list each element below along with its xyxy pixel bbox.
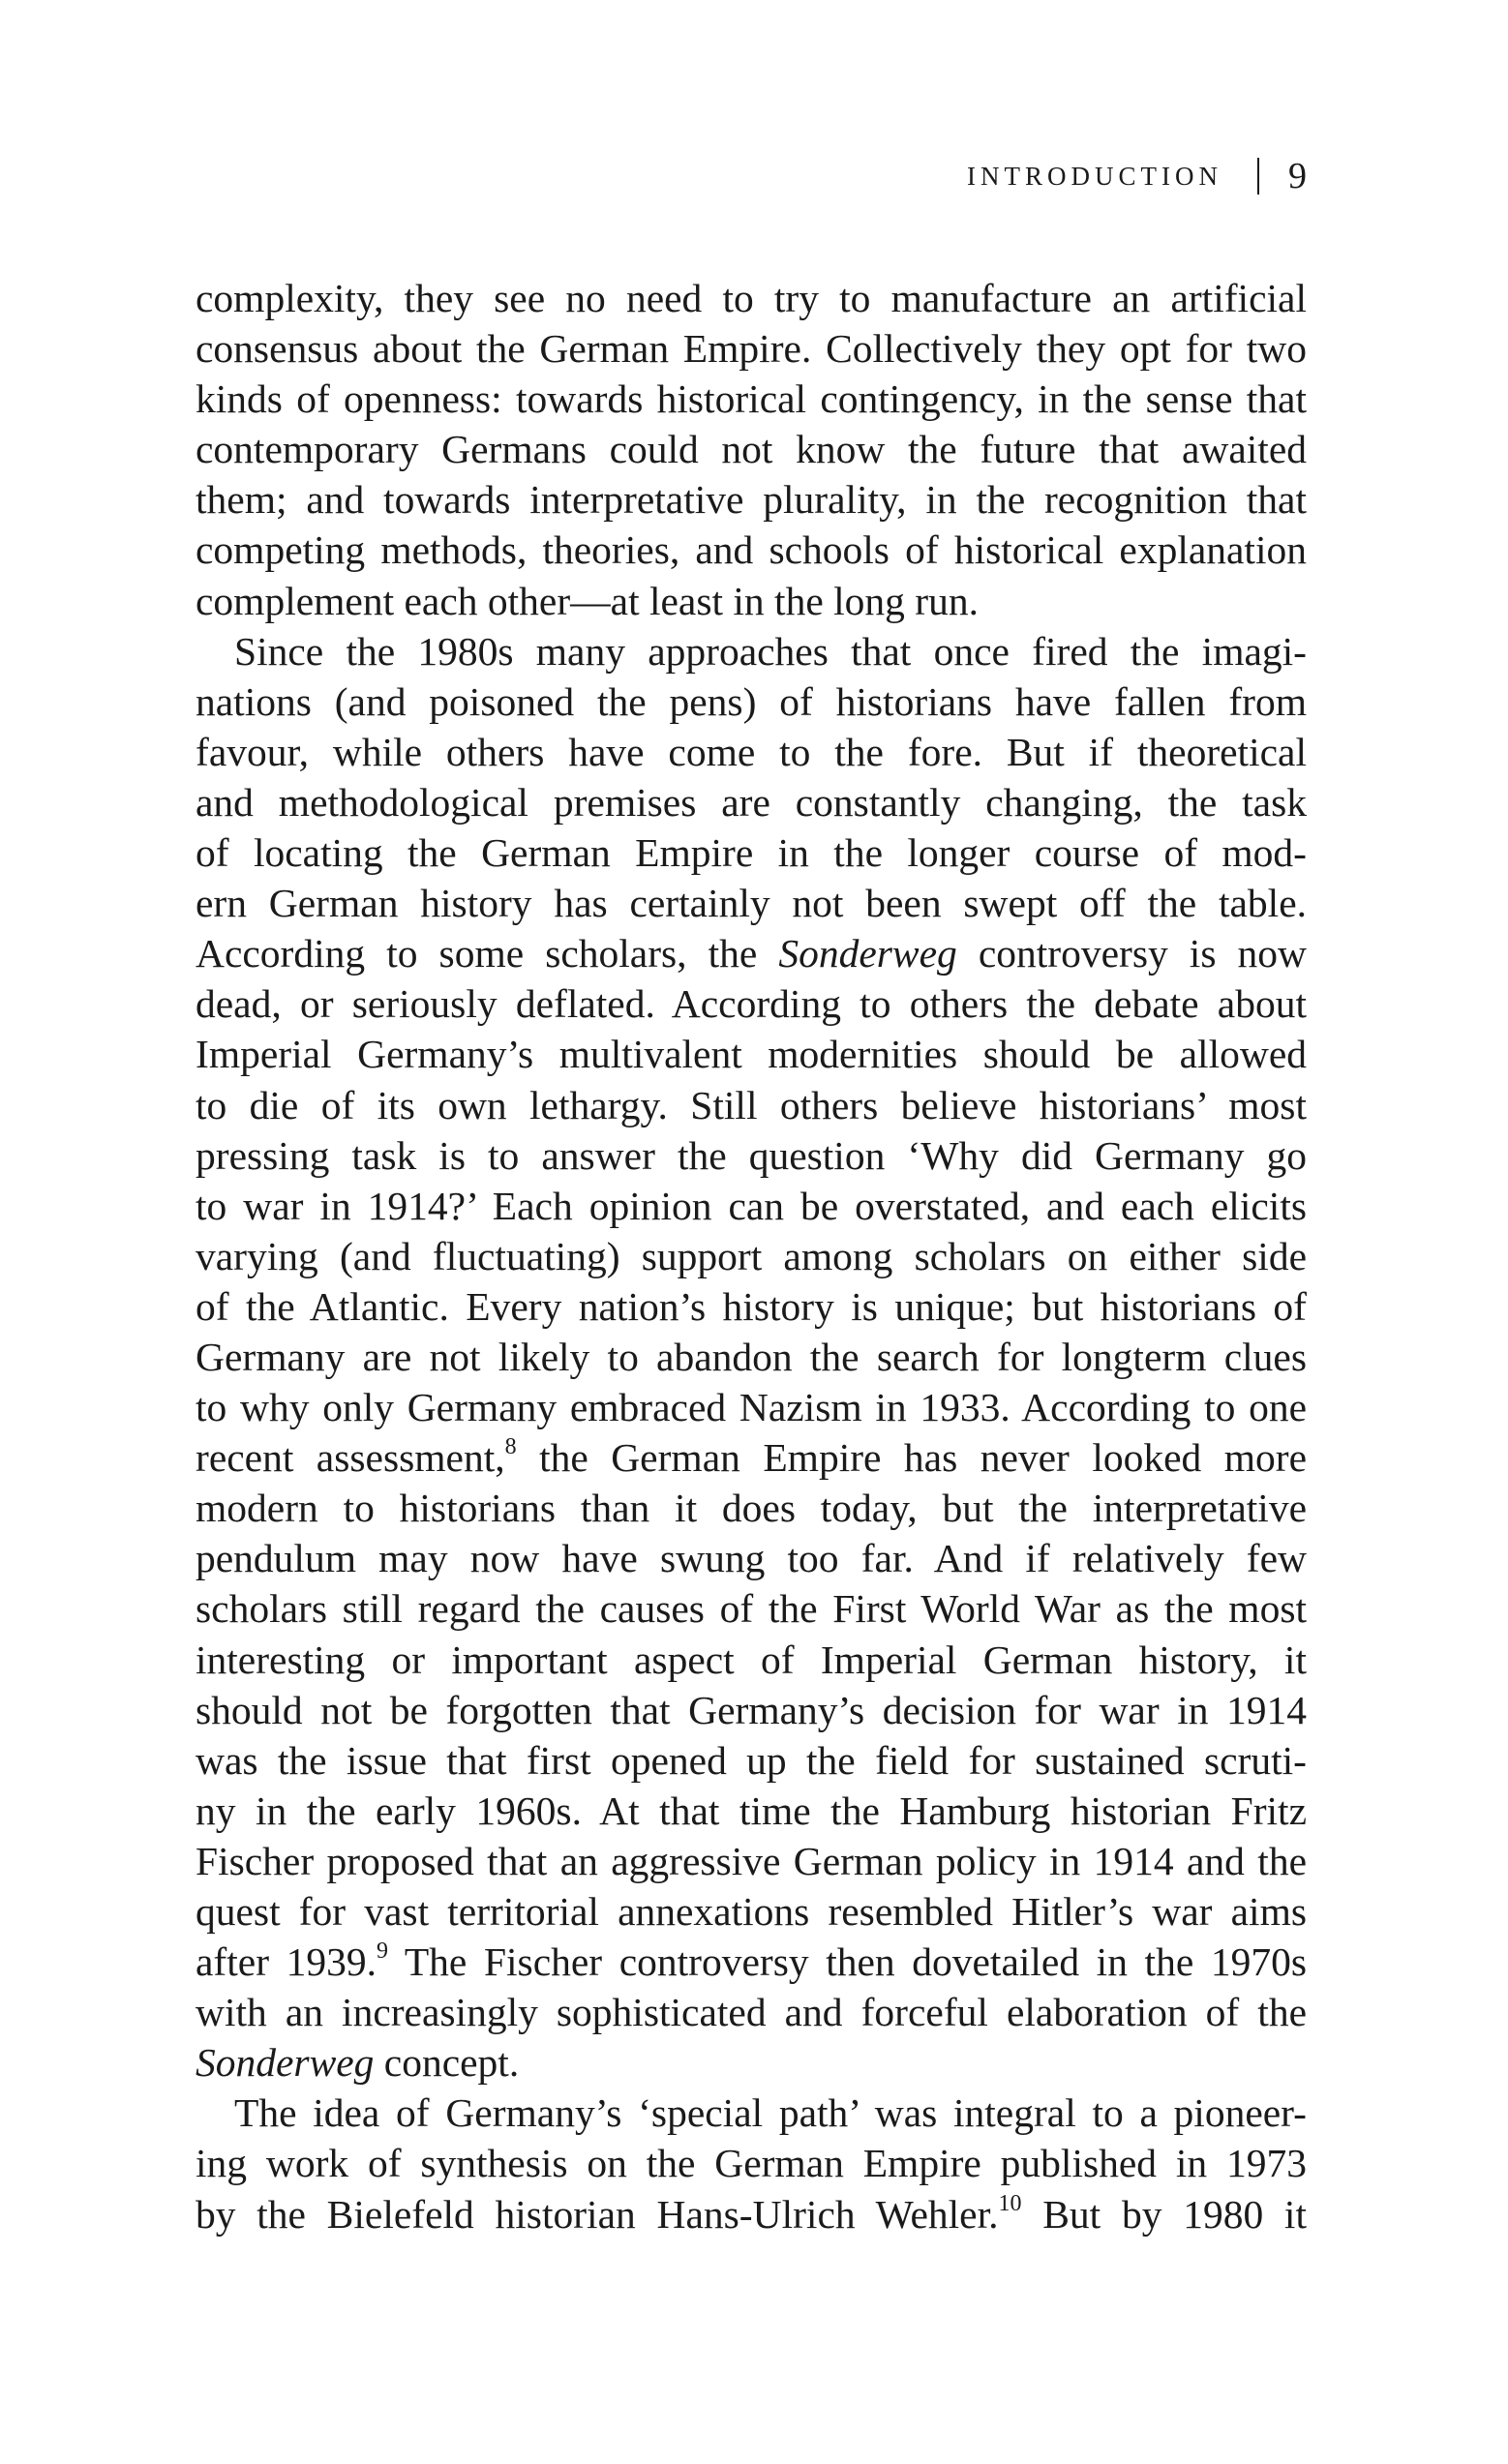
text-run: by the Bielefeld historian Hans-Ulrich Wehler. xyxy=(196,2191,999,2237)
text-run: of the Atlantic. Every nation’s history is unique; but historians of xyxy=(196,1283,1307,1329)
text-run: modern to historians than it does today, but the interpretative xyxy=(196,1486,1307,1531)
text-run: concept. xyxy=(374,2040,520,2086)
text-run: them; and towards interpretative plurality, in the recognition that xyxy=(196,477,1307,523)
text-line xyxy=(196,525,1307,575)
text-run: controversy is now xyxy=(956,931,1307,977)
text-line xyxy=(196,1937,1307,1987)
text-line xyxy=(196,374,1307,424)
text-line xyxy=(196,1029,1307,1079)
footnote-ref-10: 10 xyxy=(998,2190,1022,2216)
paragraph-1 xyxy=(196,273,1307,626)
text-line xyxy=(196,1987,1307,2037)
text-line xyxy=(196,1382,1307,1432)
text-run: quest for vast territorial annexations resembled Hitler’s war aims xyxy=(196,1889,1307,1934)
text-run: dead, or seriously deflated. According to others the debate about xyxy=(196,981,1307,1027)
body-text xyxy=(196,273,1307,2239)
text-line xyxy=(196,978,1307,1029)
text-line xyxy=(196,1735,1307,1786)
text-run: ing work of synthesis on the German Empire published in 1973 xyxy=(196,2141,1307,2186)
text-line xyxy=(196,1786,1307,1836)
running-head xyxy=(967,155,1307,197)
italic-term: Sonderweg xyxy=(196,2040,375,2086)
text-run: But by 1980 it xyxy=(1021,2191,1307,2237)
text-line xyxy=(196,424,1307,474)
text-run: to die of its own lethargy. Still others believe historians’ most xyxy=(196,1082,1307,1127)
text-line xyxy=(196,1332,1307,1382)
footnote-ref-9: 9 xyxy=(376,1938,388,1965)
text-run: to war in 1914?’ Each opinion can be overstated, and each elicits xyxy=(196,1183,1307,1228)
text-run: nations (and poisoned the pens) of historians have fallen from xyxy=(196,678,1307,724)
text-line xyxy=(196,1685,1307,1735)
footnote-ref-8: 8 xyxy=(504,1434,517,1460)
text-line xyxy=(196,676,1307,727)
text-run: Imperial Germany’s multivalent modernities should be allowed xyxy=(196,1032,1307,1077)
text-line xyxy=(196,323,1307,374)
text-line xyxy=(196,878,1307,928)
text-run: interesting or important aspect of Imperial German history, it xyxy=(196,1637,1307,1682)
text-run: after 1939. xyxy=(196,1939,377,1985)
text-run: competing methods, theories, and schools of historical explanation xyxy=(196,527,1307,573)
text-run: favour, while others have come to the fore. But if theoretical xyxy=(196,729,1307,774)
text-run: ny in the early 1960s. At that time the Hamburg historian Fritz xyxy=(196,1788,1307,1833)
text-run: scholars still regard the causes of the First World War as the most xyxy=(196,1586,1307,1632)
text-line xyxy=(196,2189,1307,2239)
text-line xyxy=(196,2037,1307,2088)
paragraph-3 xyxy=(196,2088,1307,2239)
text-run: Since the 1980s many approaches that once fired the imagi- xyxy=(234,628,1307,674)
text-run: complexity, they see no need to try to manufacture an artificial xyxy=(196,276,1307,320)
text-line xyxy=(196,1231,1307,1281)
text-line xyxy=(196,273,1307,323)
text-run: to why only Germany embraced Nazism in 1933. According to one xyxy=(196,1385,1307,1430)
text-line xyxy=(196,474,1307,525)
text-run: varying (and fluctuating) support among scholars on either side xyxy=(196,1233,1307,1278)
text-line xyxy=(196,626,1307,676)
text-line xyxy=(196,2138,1307,2188)
text-line xyxy=(196,1432,1307,1483)
text-run: contemporary Germans could not know the future that awaited xyxy=(196,427,1307,472)
text-line xyxy=(196,1533,1307,1583)
text-run: Fischer proposed that an aggressive German policy in 1914 and the xyxy=(196,1838,1307,1883)
text-run: and methodological premises are constantly changing, the task xyxy=(196,779,1307,825)
text-line xyxy=(196,1836,1307,1886)
text-line xyxy=(196,1483,1307,1533)
text-line xyxy=(196,1130,1307,1181)
text-line xyxy=(196,928,1307,978)
italic-term: Sonderweg xyxy=(778,931,957,977)
text-run: complement each other—at least in the long run. xyxy=(196,578,979,623)
text-run: Germany are not likely to abandon the search for longterm clues xyxy=(196,1334,1307,1379)
text-line xyxy=(196,777,1307,827)
text-line xyxy=(196,1635,1307,1685)
text-line xyxy=(196,727,1307,777)
text-line xyxy=(196,827,1307,878)
text-run: consensus about the German Empire. Collectively they opt for two xyxy=(196,326,1307,372)
text-run: pressing task is to answer the question ‘Why did Germany go xyxy=(196,1132,1307,1178)
text-run: According to some scholars, the xyxy=(196,931,779,977)
text-run: was the issue that first opened up the field for sustained scruti- xyxy=(196,1737,1307,1783)
text-line xyxy=(196,1886,1307,1937)
text-line xyxy=(196,1181,1307,1231)
text-run: should not be forgotten that Germany’s decision for war in 1914 xyxy=(196,1687,1307,1732)
text-run: The Fischer controversy then dovetailed in the 1970s xyxy=(387,1939,1307,1985)
text-run: recent assessment, xyxy=(196,1435,505,1481)
text-line xyxy=(196,1583,1307,1634)
text-run: with an increasingly sophisticated and forceful elaboration of the xyxy=(196,1990,1307,2035)
text-run: The idea of Germany’s ‘special path’ was integral to a pioneer- xyxy=(234,2090,1307,2136)
text-run: kinds of openness: towards historical contingency, in the sense that xyxy=(196,376,1307,422)
text-line xyxy=(196,1281,1307,1332)
text-run: pendulum may now have swung too far. And if relatively few xyxy=(196,1536,1307,1581)
page-number: 9 xyxy=(1288,156,1307,196)
text-line xyxy=(196,2088,1307,2138)
text-run: of locating the German Empire in the longer course of mod- xyxy=(196,830,1307,876)
running-head-divider xyxy=(1257,158,1259,195)
running-head-section: INTRODUCTION xyxy=(967,161,1222,191)
paragraph-2 xyxy=(196,626,1307,2088)
text-line xyxy=(196,576,1307,626)
text-run: the German Empire has never looked more xyxy=(516,1435,1307,1481)
text-run: ern German history has certainly not been swept off the table. xyxy=(196,881,1307,926)
text-line xyxy=(196,1080,1307,1130)
